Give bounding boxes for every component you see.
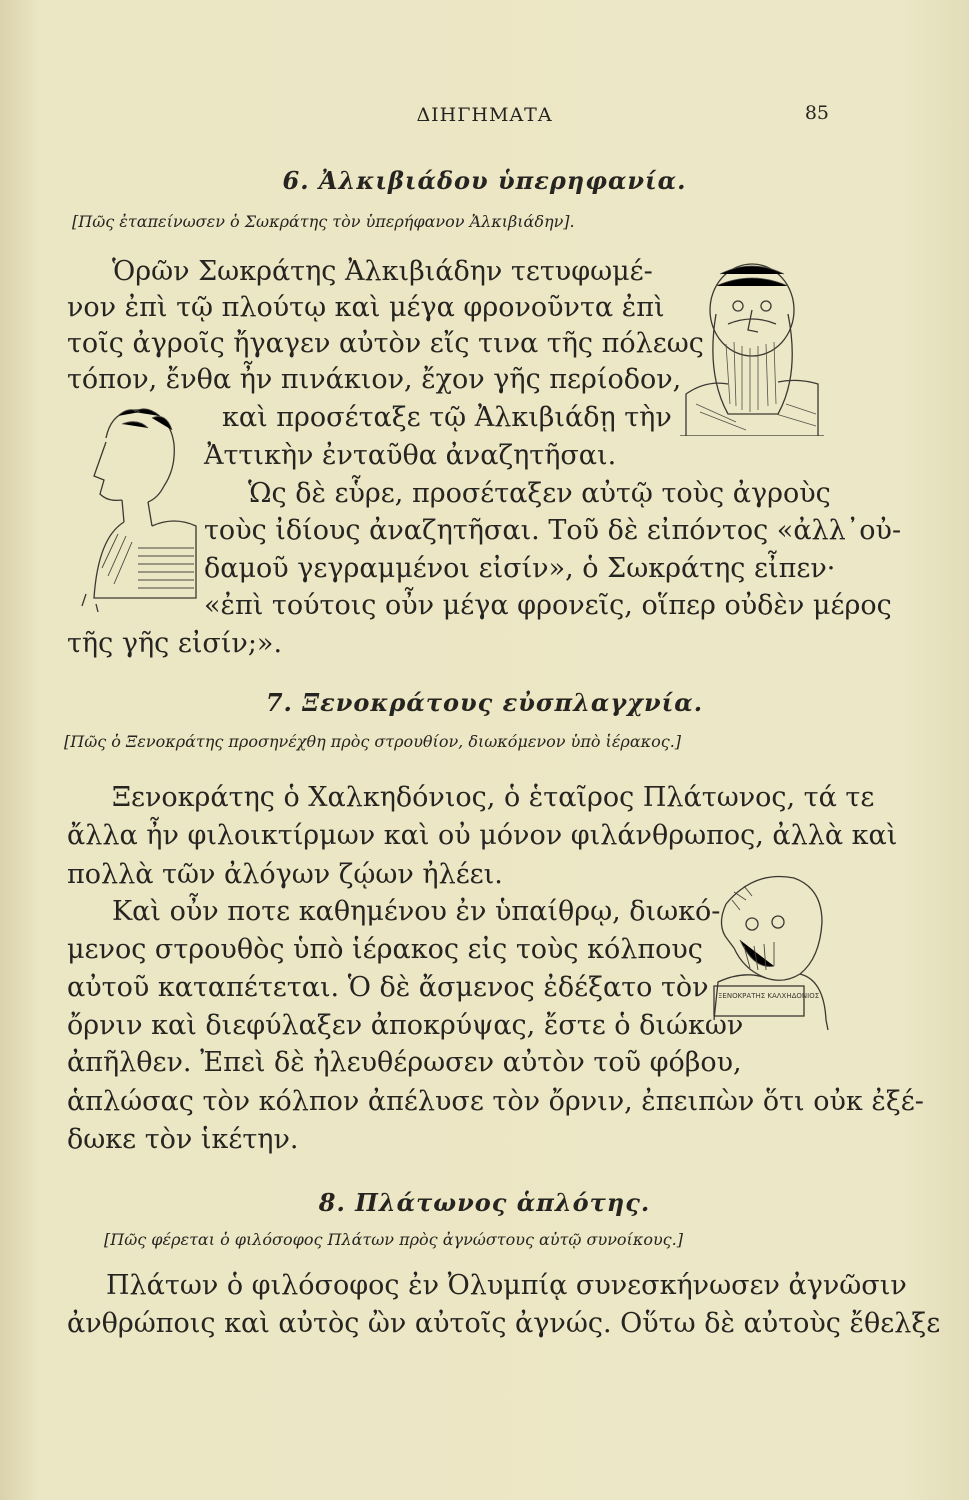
text-line: «ἐπὶ τούτοις οὖν μέγα φρονεῖς, οἵπερ οὐδὲν μέρος [204,590,892,621]
alcibiades-portrait [78,398,202,620]
text-line: Ὁρῶν Σωκράτης Ἀλκιβιάδην τετυφωμέ- [112,256,653,287]
text-line: πολλὰ τῶν ἀλόγων ζῴων ἠλέει. [67,859,503,890]
section-subtitle-plato: [Πῶς φέρεται ὁ φιλόσοφος Πλάτων πρὸς ἀγνώστους αὐτῷ συνοίκους.] [104,1230,683,1249]
text-line: ὄρνιν καὶ διεφύλαξεν ἀποκρύψας, ἔστε ὁ διώκων [67,1010,744,1041]
running-title: ΔΙΗΓΗΜΑΤΑ [416,104,553,126]
text-line: ἄλλα ἦν φιλοικτίρμων καὶ οὐ μόνον φιλάνθρωπος, ἀλλὰ καὶ [67,820,898,851]
text-line: ἀπῆλθεν. Ἐπεὶ δὲ ἠλευθέρωσεν αὐτὸν τοῦ φόβου, [67,1047,742,1078]
text-line: δωκε τὸν ἱκέτην. [67,1124,299,1155]
section-title-plato: 8. Πλάτωνος ἁπλότης. [318,1188,651,1217]
text-line: μενος στρουθὸς ὑπὸ ἱέρακος εἰς τοὺς κόλπους [67,934,703,965]
text-line: καὶ προσέταξε τῷ Ἀλκιβιάδῃ τὴν [222,402,672,433]
text-line: Ἀττικὴν ἐνταῦθα ἀναζητῆσαι. [204,440,617,471]
section-subtitle-xenocrates: [Πῶς ὁ Ξενοκράτης προσηνέχθη πρὸς στρουθίον, διωκόμενον ὑπὸ ἱέρακος.] [64,732,682,751]
text-line: Ὡς δὲ εὗρε, προσέταξεν αὐτῷ τοὺς ἀγροὺς [248,478,831,509]
text-line: αὐτοῦ καταπέτεται. Ὁ δὲ ἄσμενος ἐδέξατο τὸν [67,972,709,1003]
text-line: νον ἐπὶ τῷ πλούτῳ καὶ μέγα φρονοῦντα ἐπὶ [67,292,665,323]
text-line: ἁπλώσας τὸν κόλπον ἀπέλυσε τὸν ὄρνιν, ἐπειπὼν ὅτι οὐκ ἐξέ- [67,1086,924,1117]
socrates-portrait [676,254,828,436]
section-subtitle-alcibiades: [Πῶς ἐταπείνωσεν ὁ Σωκράτης τὸν ὑπερήφανον Ἀλκιβιάδην]. [72,212,575,231]
text-line: τόπον, ἔνθα ἦν πινάκιον, ἔχον γῆς περίοδον, [67,364,682,395]
text-line: ἀνθρώποις καὶ αὐτὸς ὢν αὐτοῖς ἀγνώς. Οὕτω δὲ αὐτοὺς ἔθελξε [67,1308,941,1339]
section-title-alcibiades: 6. Ἀλκιβιάδου ὑπερηφανία. [282,166,687,195]
text-line: τοὺς ἰδίους ἀναζητῆσαι. Τοῦ δὲ εἰπόντος «ἀλλ᾽οὐ- [204,515,902,546]
text-line: Πλάτων ὁ φιλόσοφος ἐν Ὀλυμπίᾳ συνεσκήνωσεν ἀγνῶσιν [106,1270,907,1301]
xenocrates-portrait [704,870,838,1040]
text-line: δαμοῦ γεγραμμένοι εἰσίν», ὁ Σωκράτης εἶπεν· [204,553,836,584]
text-line: Καὶ οὖν ποτε καθημένου ἐν ὑπαίθρῳ, διωκό- [112,896,721,927]
text-line: Ξενοκράτης ὁ Χαλκηδόνιος, ὁ ἑταῖρος Πλάτωνος, τά τε [112,782,875,813]
portrait-inscription: ΞΕΝΟΚΡΑΤΗΣ ΚΑΛΧΗΔΟΝΙΟΣ [718,992,820,1000]
page-number: 85 [804,102,829,124]
text-line: τῆς γῆς εἰσίν;». [67,628,283,659]
text-line: τοῖς ἀγροῖς ἤγαγεν αὐτὸν εἴς τινα τῆς πόλεως [67,328,704,359]
section-title-xenocrates: 7. Ξενοκράτους εὐσπλαγχνία. [265,688,704,717]
